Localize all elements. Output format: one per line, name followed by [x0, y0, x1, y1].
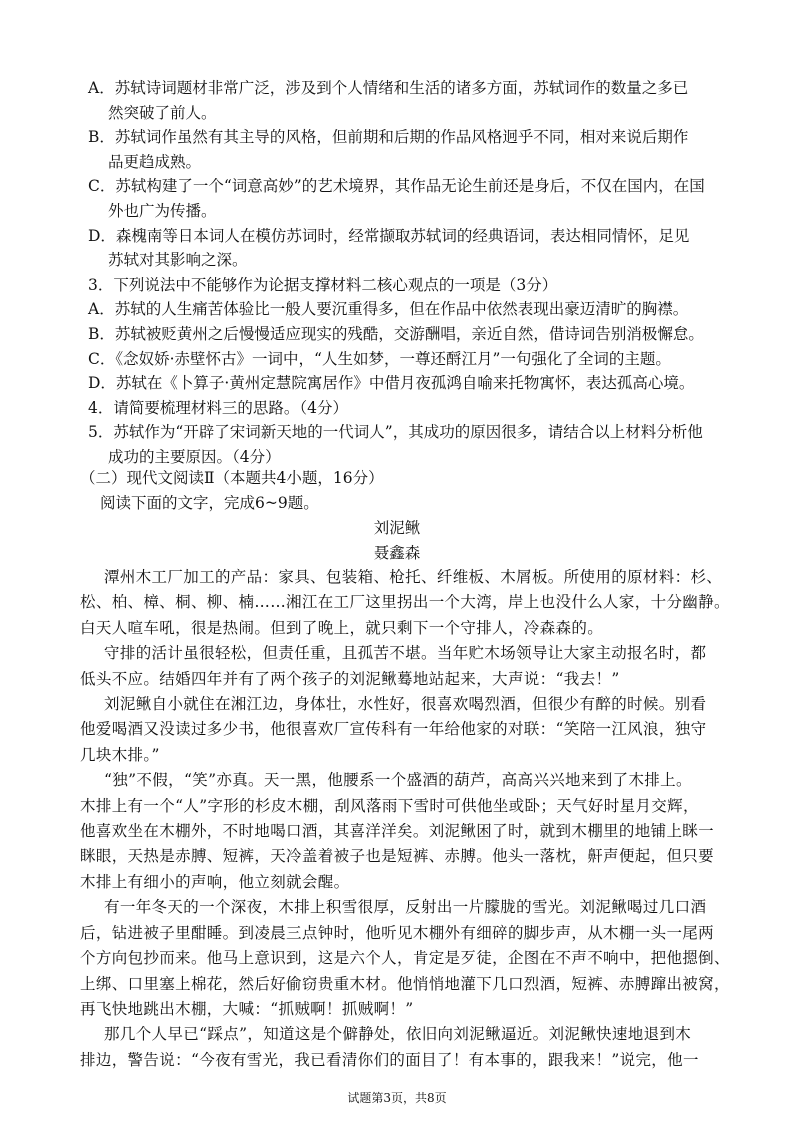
story-line: 白天人喧车吼，很是热闹。但到了晚上，就只剩下一个守排人，冷森森的。	[80, 618, 604, 637]
story-line: 低头不应。结婚四年并有了两个孩子的刘泥鳅蓦地站起来，大声说：“我去！”	[80, 669, 620, 688]
story-line: 潭州木工厂加工的产品：家具、包装箱、枪托、纤维板、木屑板。所使用的原材料：杉、	[104, 568, 723, 586]
story-line: 他爱喝酒又没读过多少书，他很喜欢厂宣传科有一年给他家的对联：“笑陪一江风浪，独守	[80, 720, 707, 739]
story-title: 刘泥鳅	[373, 519, 421, 537]
story-line: “独”不假，“笑”亦真。天一黑，他腰系一个盛酒的葫芦，高高兴兴地来到了木排上。	[104, 771, 692, 790]
question-line: D．森槐南等日本词人在模仿苏词时，经常撷取苏轼词的经典语词，表达相同情怀，足见	[88, 226, 690, 245]
story-author: 聂鑫森	[373, 544, 421, 562]
story-line: 眯眼，天热是赤膊、短裤，天冷盖着被子也是短裤、赤膊。他头一落枕，鼾声便起，但只要	[80, 847, 715, 866]
story-line: 他喜欢坐在木棚外，不时地喝口酒，其喜洋洋矣。刘泥鳅困了时，就到木棚里的地铺上眯一	[80, 822, 715, 841]
question-line: 5．苏轼作为“开辟了宋词新天地的一代词人”，其成功的原因很多，请结合以上材料分析他	[88, 423, 703, 442]
question-line: A．苏轼诗词题材非常广泛，涉及到个人情绪和生活的诸多方面，苏轼词作的数量之多已	[88, 79, 689, 97]
story-line: 木排上有一个“人”字形的杉皮木棚，刮风落雨下雪时可供他坐或卧；天气好时星月交辉，	[80, 796, 699, 815]
story-line: 木排上有细小的声响，他立刻就会醒。	[80, 872, 350, 891]
question-line: A．苏轼的人生痛苦体验比一般人要沉重得多，但在作品中依然表现出豪迈清旷的胸襟。	[88, 300, 689, 319]
story-line: 有一年冬天的一个深夜，木排上积雪很厚，反射出一片朦胧的雪光。刘泥鳅喝过几口酒	[104, 898, 707, 917]
reading-instruction: 阅读下面的文字，完成6~9题。	[100, 494, 319, 512]
story-line: 后，钻进被子里酣睡。到凌晨三点钟时，他听见木棚外有细碎的脚步声，从木棚一头一尾两	[80, 923, 715, 942]
page-footer: 试题第3页，共8页	[347, 1091, 447, 1105]
story-line: 排边，警告说：“今夜有雪光，我已看清你们的面目了！有本事的，跟我来！”说完，他一	[80, 1050, 699, 1069]
question-block	[88, 76, 728, 470]
story-line: 再飞快地跳出木棚，大喊：“抓贼啊！抓贼啊！”	[80, 999, 414, 1018]
story-line: 松、柏、樟、桐、柳、楠……湘江在工厂这里拐出一个大湾，岸上也没什么人家，十分幽静。	[80, 593, 730, 612]
question-line: 品更趋成熟。	[108, 152, 202, 171]
story-line: 那几个人早已“踩点”，知道这是个僻静处，依旧向刘泥鳅逼近。刘泥鳅快速地退到木	[104, 1025, 692, 1044]
question-line: B．苏轼被贬黄州之后慢慢适应现实的残酷，交游酬唱，亲近自然，借诗词告别消极懈怠。	[88, 324, 704, 343]
question-line: D．苏轼在《卜算子·黄州定慧院寓居作》中借月夜孤鸿自喻来托物寓怀，表达孤高心境。	[88, 374, 695, 393]
question-line: B．苏轼词作虽然有其主导的风格，但前期和后期的作品风格迥乎不同，相对来说后期作	[88, 128, 689, 147]
question-line: 然突破了前人。	[108, 103, 217, 122]
question-line: C．《念奴娇·赤壁怀古》一词中，“人生如梦，一尊还酹江月”一句强化了全词的主题。	[88, 349, 671, 368]
story-line: 几块木排。”	[80, 745, 160, 764]
story-line: 刘泥鳅自小就住在湘江边，身体壮，水性好，很喜欢喝烈酒，但很少有醉的时候。别看	[104, 695, 707, 714]
question-line: 成功的主要原因。（4分）	[108, 447, 281, 466]
question-line: 3．下列说法中不能够作为论据支撑材料二核心观点的一项是（3分）	[88, 275, 558, 294]
question-line: 外也广为传播。	[108, 201, 217, 220]
story-line: 个方向包抄而来。他马上意识到，这是六个人，肯定是歹徒，企图在不声不响中，把他摁倒、	[80, 949, 730, 968]
question-line: 苏轼对其影响之深。	[108, 251, 248, 270]
story-line: 守排的活计虽很轻松，但责任重，且孤苦不堪。当年贮木场领导让大家主动报名时，都	[104, 644, 707, 663]
question-line: 4．请简要梳理材料三的思路。（4分）	[88, 398, 348, 417]
story-body	[80, 565, 730, 1073]
story-line: 上绑、口里塞上棉花，然后好偷窃贵重木材。他悄悄地灌下几口烈酒，短裤、赤膊蹿出被窝，	[80, 974, 730, 993]
question-line: C．苏轼构建了一个“词意高妙”的艺术境界，其作品无论生前还是身后，不仅在国内，在国	[88, 177, 705, 196]
section-heading: （二）现代文阅读Ⅱ（本题共4小题，16分）	[80, 469, 384, 487]
